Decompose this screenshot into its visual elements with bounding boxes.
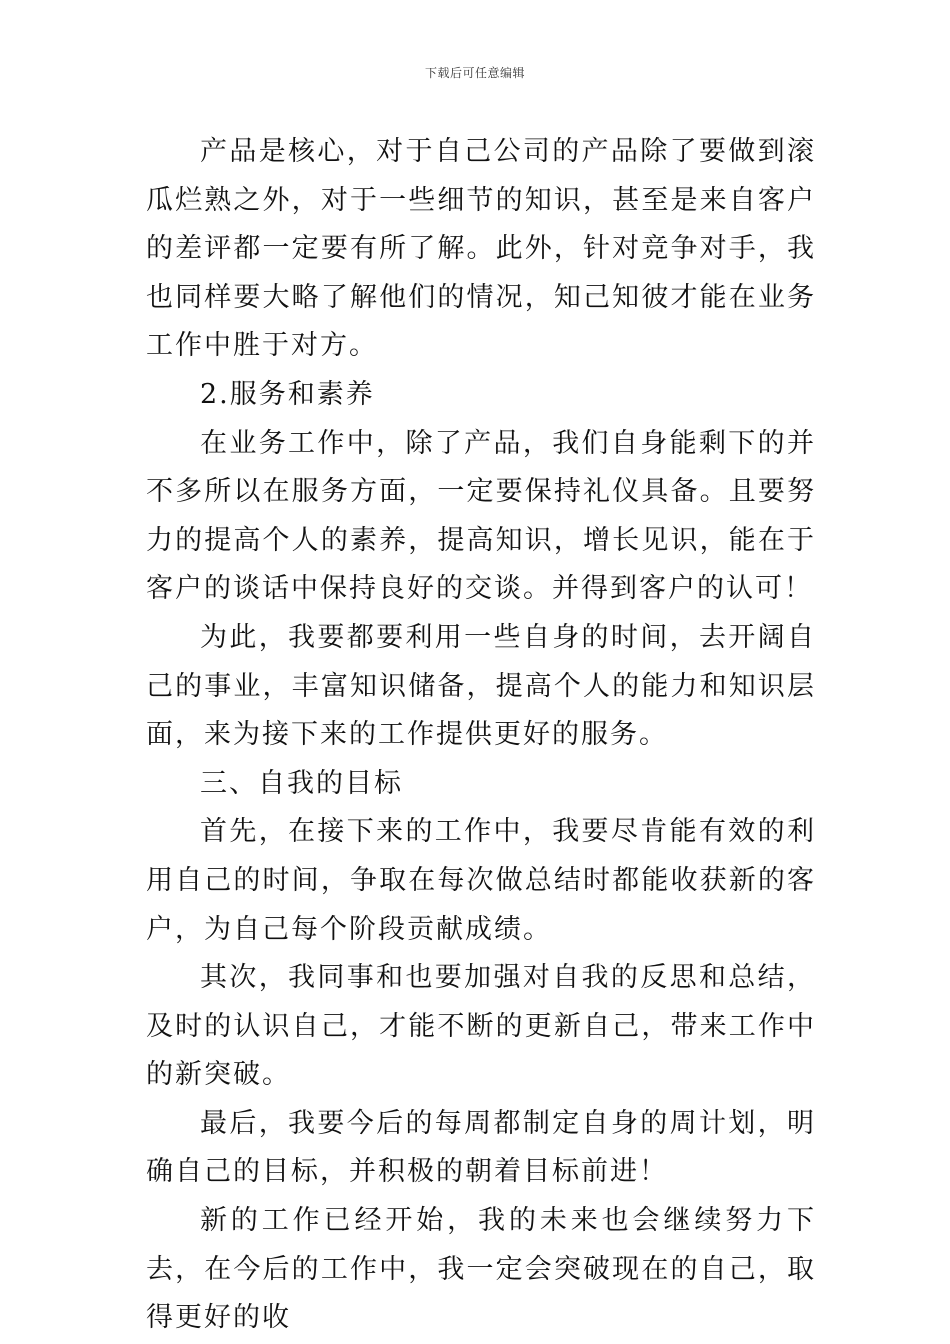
section-heading-service: 2.服务和素养: [200, 378, 375, 410]
document-body: [146, 128, 816, 1343]
paragraph-goal-second: 其次，我同事和也要加强对自我的反思和总结，及时的认识自己，才能不断的更新自己，带来工作中的新突破。: [146, 962, 816, 1091]
paragraph-product-core: 产品是核心，对于自己公司的产品除了要做到滚瓜烂熟之外，对于一些细节的知识，甚至是来自客户的差评都一定要有所了解。此外，针对竞争对手，我也同样要大略了解他们的情况，知己知彼才能在业务工作中胜于对方。: [146, 136, 816, 362]
paragraph-goal-first: 首先，在接下来的工作中，我要尽肯能有效的利用自己的时间，争取在每次做总结时都能收获新的客户，为自己每个阶段贡献成绩。: [146, 816, 816, 945]
page-header: 下载后可任意编辑: [424, 66, 525, 80]
section-heading-goals: 三、自我的目标: [200, 767, 403, 799]
paragraph-goal-last: 最后，我要今后的每周都制定自身的周计划，明确自己的目标，并积极的朝着目标前进！: [146, 1107, 816, 1188]
paragraph-closing: 新的工作已经开始，我的未来也会继续努力下去，在今后的工作中，我一定会突破现在的自己，取得更好的收: [146, 1205, 816, 1334]
paragraph-service: 在业务工作中，除了产品，我们自身能剩下的并不多所以在服务方面，一定要保持礼仪具备。且要努力的提高个人的素养，提高知识，增长见识，能在于客户的谈话中保持良好的交谈。并得到客户的认可！: [146, 427, 816, 605]
paragraph-self-improvement: 为此，我要都要利用一些自身的时间，去开阔自己的事业，丰富知识储备，提高个人的能力和知识层面，来为接下来的工作提供更好的服务。: [146, 621, 816, 751]
